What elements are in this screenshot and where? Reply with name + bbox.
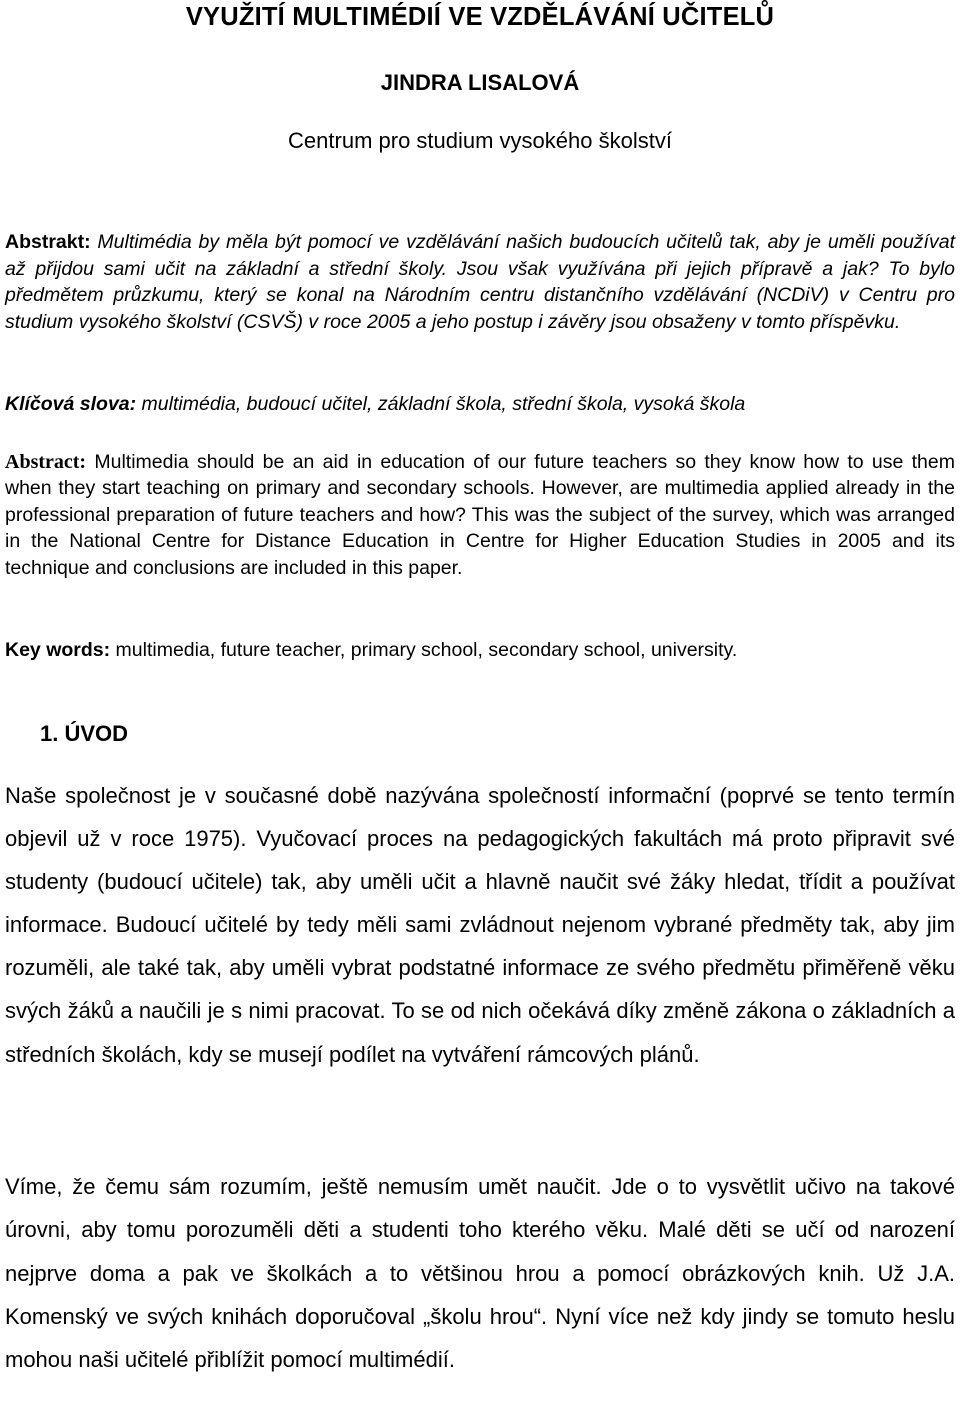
section-heading: 1. ÚVOD [40,721,129,746]
abstract-english [5,449,955,581]
keywords-english [5,637,955,664]
abstract-czech [5,229,955,335]
keywords-czech-text: multimédia, budoucí učitel, základní škola, střední škola, vysoká škola [136,393,746,415]
abstract-english-text: Multimedia should be an aid in education of our future teachers so they know how to use them when they start teaching on primary and secondary schools. However, are multimedia applied already in the professional preparation of future teachers and how? This was the subject of the survey, which was arranged in the National Centre for Distance Education in Centre for Higher Education Studies in 2005 and its technique and conclusions are included in this paper. [5,451,955,579]
author-name: JINDRA LISALOVÁ [380,70,580,95]
author-affiliation: Centrum pro studium vysokého školství [288,128,672,153]
abstract-czech-text: Multimédia by měla být pomocí ve vzdělávání našich budoucích učitelů tak, aby je uměli používat až přijdou sami učit na základní a střední školy. Jsou však využívána při jejich přípravě a jak? [5,231,955,280]
abstract-czech-label: Abstrakt: [5,231,91,253]
body-paragraph-2: Víme, že čemu sám rozumím, ještě nemusím umět naučit. Jde o to vysvětlit učivo na takové úrovni, aby tomu porozuměli děti a studenti toho kterého věku. Malé děti se učí od narození nejprve doma a pak ve školkách a to většinou hrou a pomocí obrázkových knih. Už J.A. Komenský ve svých knihách doporučoval „školu hrou“. Nyní více než kdy jindy se tomuto heslu mohou naši učitelé přiblížit pomocí multimédií. [5,1174,955,1373]
body-paragraph-1: Naše společnost je v současné době nazývána společností informační (poprvé se tento termín objevil už v roce 1975). Vyučovací proces na pedagogických fakultách má proto připravit své studenty (budoucí učitele) tak, aby uměli učit a hlavně naučit své žáky hledat, třídit a používat informace. Budoucí učitelé by tedy měli sami zvládnout nejenom vybrané předměty tak, aby jim rozuměli, ale také tak, aby uměli vybrat podstatné informace ze svého předmětu přiměřeně věku svých žáků a naučili je s nimi pracovat. To se od nich očekává díky změně zákona o základních a středních školách, kdy se musejí podílet na vytváření rámcových plánů. [5,783,955,1067]
keywords-czech-label: Klíčová slova: [5,393,137,415]
keywords-english-label: Key words: [5,639,111,661]
paper-title: VYUŽITÍ MULTIMÉDIÍ VE VZDĚLÁVÁNÍ UČITELŮ [185,3,775,31]
keywords-czech [5,391,955,418]
abstract-english-label: Abstract: [5,451,87,473]
abstract-czech-text-continued: To bylo předmětem průzkumu, který se konal na Národním centru distančního vzdělávání (NCDiV) v Centru pro studium vysokého školství (CSVŠ) v roce 2005 a jeho postup i závěry jsou obsaženy v tomto příspěvku. [5,257,955,333]
keywords-english-text: multimedia, future teacher, primary school, secondary school, university. [110,639,738,661]
